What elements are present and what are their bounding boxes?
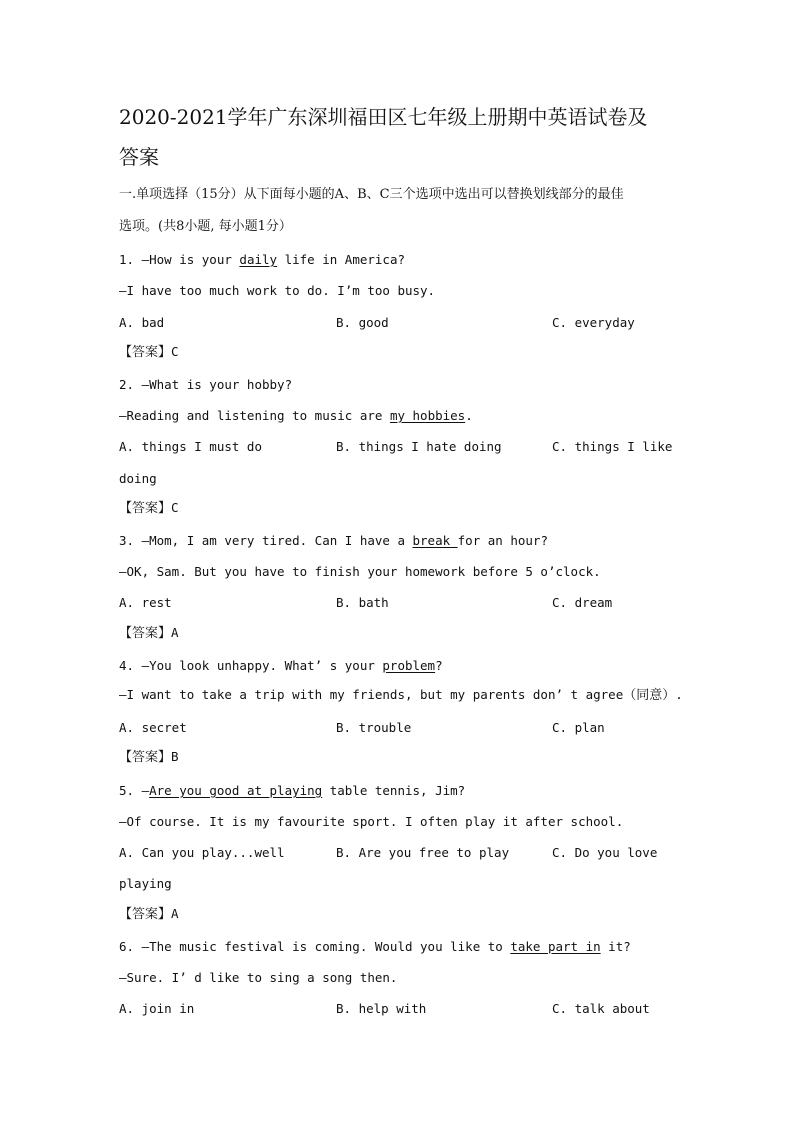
option-c: C. talk about (552, 1001, 650, 1016)
option-b: B. things I hate doing (336, 439, 502, 454)
question-6-reply: —Sure. I’ d like to sing a song then. (119, 970, 398, 985)
underlined-phrase: my hobbies (389, 408, 466, 423)
answer-5: 【答案】A (119, 906, 179, 922)
answer-4: 【答案】B (119, 749, 179, 765)
option-a: A. join in (119, 1001, 195, 1016)
answer-2: 【答案】C (119, 500, 179, 516)
underlined-phrase: break (412, 533, 458, 548)
option-b: B. bath (336, 595, 389, 610)
question-5-reply: —Of course. It is my favourite sport. I often play it after school. (119, 814, 624, 829)
answer-3: 【答案】A (119, 625, 179, 641)
option-a: A. secret (119, 720, 187, 735)
question-3-reply: —OK, Sam. But you have to finish your homework before 5 o’clock. (119, 564, 601, 579)
question-5: 5. —Are you good at playing table tennis, Jim? (119, 783, 466, 798)
underlined-phrase: daily (239, 252, 278, 267)
option-c: C. dream (552, 595, 613, 610)
question-6: 6. —The music festival is coming. Would you like to take part in it? (119, 939, 631, 954)
underlined-phrase: take part in (510, 939, 601, 954)
section-header-cont: 选项。(共8小题, 每小题1分） (119, 219, 292, 234)
option-b: B. trouble (336, 720, 412, 735)
option-c-cont: doing (119, 471, 157, 486)
underlined-phrase: problem (382, 658, 436, 673)
option-c-cont: playing (119, 876, 172, 891)
document-title: 2020-2021学年广东深圳福田区七年级上册期中英语试卷及 (119, 105, 648, 129)
question-1-reply: —I have too much work to do. I’m too busy. (119, 283, 436, 298)
document-title-cont: 答案 (119, 145, 159, 169)
option-a: A. rest (119, 595, 172, 610)
option-c: C. Do you love (552, 845, 658, 860)
option-b: B. Are you free to play (336, 845, 510, 860)
question-2-reply: —Reading and listening to music are my hobbies. (119, 408, 473, 423)
option-c: C. everyday (552, 315, 635, 330)
question-4: 4. —You look unhappy. What’ s your problem? (119, 658, 443, 673)
option-a: A. Can you play...well (119, 845, 285, 860)
option-c: C. things I like (552, 439, 673, 454)
answer-1: 【答案】C (119, 344, 179, 360)
question-3: 3. —Mom, I am very tired. Can I have a break for an hour? (119, 533, 548, 548)
option-a: A. things I must do (119, 439, 262, 454)
question-1: 1. —How is your daily life in America? (119, 252, 405, 267)
option-b: B. help with (336, 1001, 427, 1016)
question-4-reply: —I want to take a trip with my friends, but my parents don’ t agree（同意）. (119, 687, 683, 703)
option-a: A. bad (119, 315, 165, 330)
underlined-phrase: Are you good at playing (149, 783, 323, 798)
option-c: C. plan (552, 720, 605, 735)
option-b: B. good (336, 315, 389, 330)
question-2: 2. —What is your hobby? (119, 377, 293, 392)
section-header: 一.单项选择（15分）从下面每小题的A、B、C三个选项中选出可以替换划线部分的最佳 (119, 187, 624, 202)
